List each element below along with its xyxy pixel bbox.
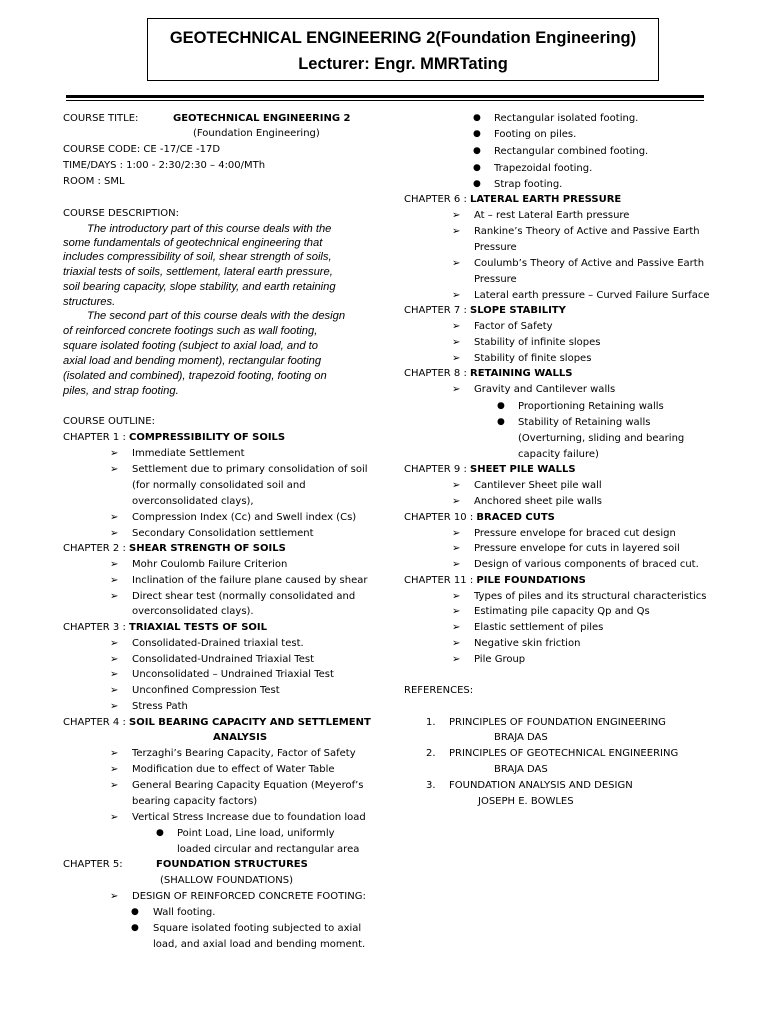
reference-author: BRAJA DAS <box>494 732 548 743</box>
arrow-bullet-icon: ➢ <box>110 575 119 586</box>
arrow-bullet-icon: ➢ <box>452 337 461 348</box>
arrow-bullet-icon: ➢ <box>110 654 119 665</box>
list-item: At – rest Lateral Earth pressure <box>474 210 630 221</box>
list-item: Rankine’s Theory of Active and Passive Earth <box>474 226 700 237</box>
arrow-bullet-icon: ➢ <box>110 764 119 775</box>
list-item: load, and axial load and bending moment. <box>153 939 366 950</box>
dot-bullet-icon: ● <box>473 146 481 156</box>
dot-bullet-icon: ● <box>156 828 164 838</box>
arrow-bullet-icon: ➢ <box>452 480 461 491</box>
dot-bullet-icon: ● <box>473 163 481 173</box>
arrow-bullet-icon: ➢ <box>110 748 119 759</box>
list-item: Estimating pile capacity Qp and Qs <box>474 606 650 617</box>
list-item: Types of piles and its structural characteristics <box>474 591 707 602</box>
list-item: Design of various components of braced cut. <box>474 559 699 570</box>
arrow-bullet-icon: ➢ <box>110 528 119 539</box>
course-title-label: COURSE TITLE: <box>63 113 139 124</box>
chapter-11-heading: CHAPTER 11 : PILE FOUNDATIONS <box>404 575 586 586</box>
list-item: Elastic settlement of piles <box>474 622 604 633</box>
arrow-bullet-icon: ➢ <box>452 290 461 301</box>
dot-bullet-icon: ● <box>497 401 505 411</box>
list-item: General Bearing Capacity Equation (Meyerof’s <box>132 780 364 791</box>
list-item: Immediate Settlement <box>132 448 245 459</box>
arrow-bullet-icon: ➢ <box>452 591 461 602</box>
document-title: GEOTECHNICAL ENGINEERING 2(Foundation Engineering) <box>169 29 637 47</box>
course-title-sub: (Foundation Engineering) <box>193 128 320 139</box>
reference-number: 1. <box>426 717 436 728</box>
arrow-bullet-icon: ➢ <box>452 353 461 364</box>
description-line: The second part of this course deals with the design <box>87 310 346 322</box>
list-item: Terzaghi’s Bearing Capacity, Factor of Safety <box>132 748 356 759</box>
reference-title: FOUNDATION ANALYSIS AND DESIGN <box>449 780 633 791</box>
list-item: overconsolidated clays), <box>132 496 254 507</box>
list-item: Unconsolidated – Undrained Triaxial Test <box>132 669 334 680</box>
list-item: Proportioning Retaining walls <box>518 401 664 412</box>
list-item: Pressure envelope for cuts in layered soil <box>474 543 680 554</box>
arrow-bullet-icon: ➢ <box>452 543 461 554</box>
list-item: Stability of finite slopes <box>474 353 592 364</box>
list-item: loaded circular and rectangular area <box>177 844 360 855</box>
course-room: ROOM : SML <box>63 176 125 187</box>
course-code: COURSE CODE: CE -17/CE -17D <box>63 144 221 155</box>
list-item: Direct shear test (normally consolidated and <box>132 591 356 602</box>
description-line: The introductory part of this course deals with the <box>87 223 332 235</box>
arrow-bullet-icon: ➢ <box>110 591 119 602</box>
list-item: Pressure envelope for braced cut design <box>474 528 676 539</box>
reference-author: BRAJA DAS <box>494 764 548 775</box>
chapter-8-heading: CHAPTER 8 : RETAINING WALLS <box>404 368 573 379</box>
arrow-bullet-icon: ➢ <box>452 606 461 617</box>
course-title-value: GEOTECHNICAL ENGINEERING 2 <box>173 113 351 124</box>
arrow-bullet-icon: ➢ <box>110 559 119 570</box>
list-item: Negative skin friction <box>474 638 581 649</box>
description-line: of reinforced concrete footings such as wall footing, <box>63 325 318 337</box>
list-item: bearing capacity factors) <box>132 796 258 807</box>
list-item: (for normally consolidated soil and <box>132 480 306 491</box>
list-item: Factor of Safety <box>474 321 553 332</box>
description-line: some fundamentals of geotechnical engineering that <box>63 237 323 249</box>
list-item: Vertical Stress Increase due to foundation load <box>132 812 366 823</box>
reference-number: 2. <box>426 748 436 759</box>
arrow-bullet-icon: ➢ <box>110 701 119 712</box>
list-item: capacity failure) <box>518 449 599 460</box>
outline-label: COURSE OUTLINE: <box>63 416 155 427</box>
list-item: Stress Path <box>132 701 188 712</box>
list-item: Stability of Retaining walls <box>518 417 651 428</box>
list-item: Strap footing. <box>494 179 563 190</box>
list-item: Cantilever Sheet pile wall <box>474 480 602 491</box>
arrow-bullet-icon: ➢ <box>110 669 119 680</box>
description-line: piles, and strap footing. <box>63 385 179 397</box>
arrow-bullet-icon: ➢ <box>452 226 461 237</box>
list-item: Square isolated footing subjected to axial <box>153 923 362 934</box>
description-line: soil bearing capacity, slope stability, and earth retaining <box>63 281 336 293</box>
description-line: structures. <box>63 296 116 308</box>
chapter-2-heading: CHAPTER 2 : SHEAR STRENGTH OF SOILS <box>63 543 286 554</box>
list-item: Trapezoidal footing. <box>494 163 593 174</box>
chapter-4-heading: CHAPTER 4 : SOIL BEARING CAPACITY AND SETTLEMENT <box>63 717 371 728</box>
chapter-5-title: FOUNDATION STRUCTURES <box>156 859 308 870</box>
arrow-bullet-icon: ➢ <box>110 638 119 649</box>
reference-number: 3. <box>426 780 436 791</box>
arrow-bullet-icon: ➢ <box>110 512 119 523</box>
list-item: Coulumb’s Theory of Active and Passive Earth <box>474 258 705 269</box>
dot-bullet-icon: ● <box>473 113 481 123</box>
list-item: Anchored sheet pile walls <box>474 496 602 507</box>
arrow-bullet-icon: ➢ <box>110 780 119 791</box>
list-item: Lateral earth pressure – Curved Failure Surface <box>474 290 710 301</box>
arrow-bullet-icon: ➢ <box>110 812 119 823</box>
list-item: Consolidated-Drained triaxial test. <box>132 638 304 649</box>
list-item: Pile Group <box>474 654 526 665</box>
course-time: TIME/DAYS : 1:00 - 2:30/2:30 – 4:00/MTh <box>63 160 266 171</box>
list-item: Stability of infinite slopes <box>474 337 601 348</box>
arrow-bullet-icon: ➢ <box>452 258 461 269</box>
dot-bullet-icon: ● <box>131 923 139 933</box>
chapter-1-heading: CHAPTER 1 : COMPRESSIBILITY OF SOILS <box>63 432 286 443</box>
list-item: Unconfined Compression Test <box>132 685 280 696</box>
dot-bullet-icon: ● <box>497 417 505 427</box>
description-line: square isolated footing (subject to axial load, and to <box>63 340 318 352</box>
description-label: COURSE DESCRIPTION: <box>63 208 180 219</box>
list-item: Point Load, Line load, uniformly <box>177 828 335 839</box>
reference-author: JOSEPH E. BOWLES <box>478 796 574 807</box>
chapter-9-heading: CHAPTER 9 : SHEET PILE WALLS <box>404 464 576 475</box>
arrow-bullet-icon: ➢ <box>110 685 119 696</box>
chapter-10-heading: CHAPTER 10 : BRACED CUTS <box>404 512 555 523</box>
dot-bullet-icon: ● <box>131 907 139 917</box>
chapter-7-heading: CHAPTER 7 : SLOPE STABILITY <box>404 305 566 316</box>
description-line: includes compressibility of soil, shear strength of soils, <box>63 251 332 263</box>
list-item: Mohr Coulomb Failure Criterion <box>132 559 288 570</box>
arrow-bullet-icon: ➢ <box>110 448 119 459</box>
arrow-bullet-icon: ➢ <box>110 464 119 475</box>
list-item: Inclination of the failure plane caused by shear <box>132 575 368 586</box>
list-item: Modification due to effect of Water Table <box>132 764 335 775</box>
reference-title: PRINCIPLES OF FOUNDATION ENGINEERING <box>449 717 666 728</box>
list-item: Wall footing. <box>153 907 216 918</box>
description-line: triaxial tests of soils, settlement, lateral earth pressure, <box>63 266 333 278</box>
list-item: Compression Index (Cc) and Swell index (Cs) <box>132 512 357 523</box>
arrow-bullet-icon: ➢ <box>452 559 461 570</box>
list-item: Rectangular isolated footing. <box>494 113 639 124</box>
arrow-bullet-icon: ➢ <box>452 654 461 665</box>
list-item: Rectangular combined footing. <box>494 146 649 157</box>
list-item: Footing on piles. <box>494 129 577 140</box>
list-item: Consolidated-Undrained Triaxial Test <box>132 654 314 665</box>
header-rule-thin <box>66 100 704 101</box>
dot-bullet-icon: ● <box>473 179 481 189</box>
description-line: (isolated and combined), trapezoid footing, footing on <box>63 370 327 382</box>
list-item: overconsolidated clays). <box>132 606 254 617</box>
list-item: Pressure <box>474 242 517 253</box>
list-item: (Overturning, sliding and bearing <box>518 433 685 444</box>
arrow-bullet-icon: ➢ <box>452 496 461 507</box>
list-item: Gravity and Cantilever walls <box>474 384 616 395</box>
list-item: Settlement due to primary consolidation of soil <box>132 464 368 475</box>
arrow-bullet-icon: ➢ <box>452 622 461 633</box>
list-item: Pressure <box>474 274 517 285</box>
dot-bullet-icon: ● <box>473 129 481 139</box>
arrow-bullet-icon: ➢ <box>452 384 461 395</box>
header-box <box>147 18 659 81</box>
arrow-bullet-icon: ➢ <box>452 528 461 539</box>
arrow-bullet-icon: ➢ <box>452 210 461 221</box>
chapter-4-heading-cont: ANALYSIS <box>213 732 268 743</box>
header-rule-thick <box>66 95 704 98</box>
chapter-5-sub: (SHALLOW FOUNDATIONS) <box>160 875 294 886</box>
chapter-3-heading: CHAPTER 3 : TRIAXIAL TESTS OF SOIL <box>63 622 267 633</box>
list-item: Secondary Consolidation settlement <box>132 528 314 539</box>
reference-title: PRINCIPLES OF GEOTECHNICAL ENGINEERING <box>449 748 679 759</box>
list-item: DESIGN OF REINFORCED CONCRETE FOOTING: <box>132 891 366 902</box>
arrow-bullet-icon: ➢ <box>452 638 461 649</box>
references-label: REFERENCES: <box>404 685 474 696</box>
chapter-6-heading: CHAPTER 6 : LATERAL EARTH PRESSURE <box>404 194 622 205</box>
chapter-5-prefix: CHAPTER 5: <box>63 859 123 870</box>
arrow-bullet-icon: ➢ <box>110 891 119 902</box>
description-line: axial load and bending moment), rectangular footing <box>63 355 322 367</box>
arrow-bullet-icon: ➢ <box>452 321 461 332</box>
lecturer-line: Lecturer: Engr. MMRTating <box>298 55 508 73</box>
